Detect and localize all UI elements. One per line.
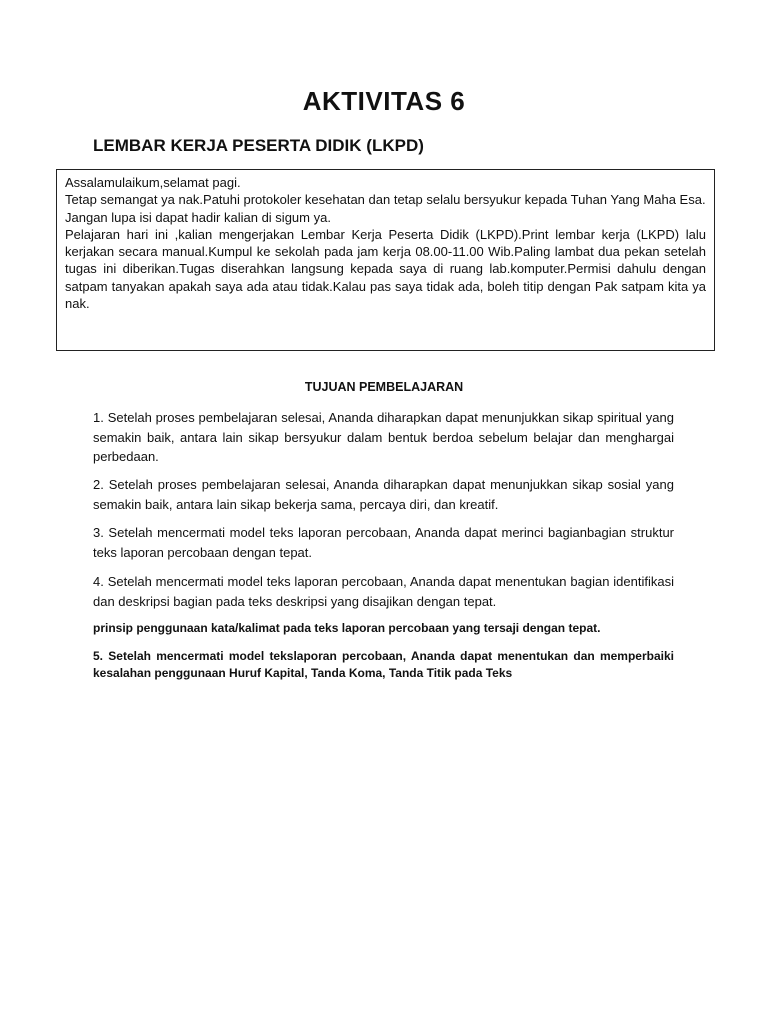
page-subtitle: LEMBAR KERJA PESERTA DIDIK (LKPD) [93,136,424,155]
greeting-line: Tetap semangat ya nak.Patuhi protokoler kesehatan dan tetap selalu bersyukur kepada Tuhan Yang Maha Esa. [65,192,706,208]
greeting-line: Jangan lupa isi dapat hadir kalian di sigum ya. [65,209,331,225]
learning-goal-2: 2. Setelah proses pembelajaran selesai, Ananda diharapkan dapat menunjukkan sikap sosial yang semakin baik, antara lain sikap bekerja sama, percaya diri, dan kreatif. [93,477,674,512]
learning-goal-3: 3. Setelah mencermati model teks laporan percobaan, Ananda dapat merinci bagianbagian struktur teks laporan percobaan dengan tepat. [93,525,674,560]
page-title: AKTIVITAS 6 [302,86,466,116]
learning-goal-5: 5. Setelah mencermati model tekslaporan percobaan, Ananda dapat menentukan dan memperbaiki kesalahan penggunaan Huruf Kapital, Tanda Koma, Tanda Titik pada Teks [93,649,674,680]
section-title: TUJUAN PEMBELAJARAN [304,380,464,394]
goal-note: prinsip penggunaan kata/kalimat pada teks laporan percobaan yang tersaji dengan tepat. [93,621,601,635]
greeting-line: Assalamulaikum,selamat pagi. [65,175,241,190]
greeting-box [56,169,715,351]
learning-goal-4: 4. Setelah mencermati model teks laporan percobaan, Ananda dapat menentukan bagian identifikasi dan deskripsi bagian pada teks deskripsi yang disajikan dengan tepat. [93,574,674,609]
greeting-line: Pelajaran hari ini ,kalian mengerjakan Lembar Kerja Peserta Didik (LKPD).Print lembar kerja (LKPD) lalu kerjakan secara manual.Kumpul ke sekolah pada jam kerja 08.00-11.00 Wib.Paling lambat dua pekan setelah tugas ini diberikan.Tugas diserahkan langsung kepada saya di ruang lab.komputer.Permisi dahulu dengan satpam tanyakan apakah saya ada atau tidak.Kalau pas saya tidak ada, boleh titip dengan Pak satpam kita ya nak. [65,226,706,312]
learning-goal-1: 1. Setelah proses pembelajaran selesai, Ananda diharapkan dapat menunjukkan sikap spiritual yang semakin baik, antara lain sikap bersyukur dalam bentuk berdoa sebelum belajar dan menghargai perbedaan. [93,410,674,464]
